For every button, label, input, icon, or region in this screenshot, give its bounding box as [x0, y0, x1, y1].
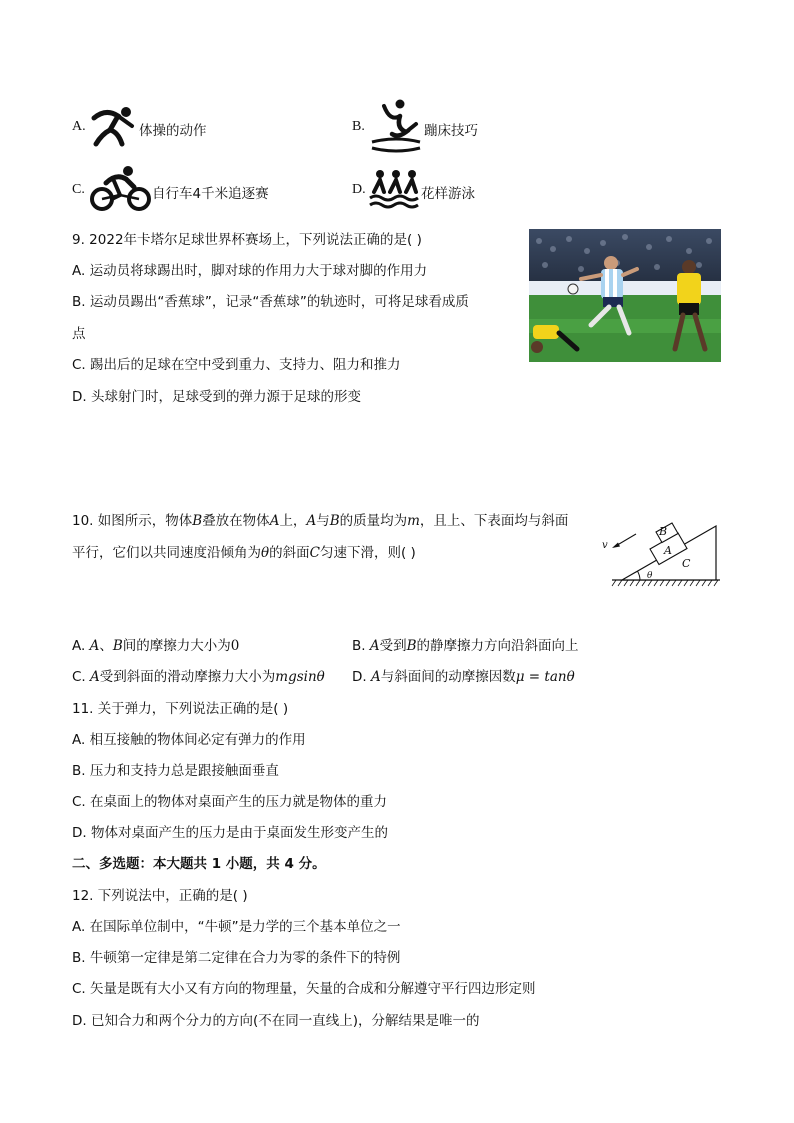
question-stem-line2 — [72, 541, 416, 561]
var-a: A — [90, 669, 100, 685]
stem-text: 上， — [279, 513, 307, 529]
stem-text: 与 — [316, 513, 330, 529]
option-letter: B. — [352, 119, 365, 134]
var-b: B — [329, 513, 340, 529]
option-c — [72, 665, 325, 685]
cycling-icon — [90, 165, 152, 213]
soccer-photo — [529, 229, 721, 362]
stem-text: 叠放在物体 — [202, 513, 270, 529]
opt-text: C. — [72, 669, 91, 685]
var-m: m — [407, 513, 420, 529]
var-theta: θ — [261, 545, 270, 561]
value-zero: 0 — [230, 638, 240, 654]
opt-text: 与斜面间的动摩擦因数 — [380, 669, 516, 685]
option-b-continued: 点 — [72, 326, 86, 342]
stem-text: 平行，它们以共同速度沿倾角为 — [72, 545, 261, 561]
option-c: C. 在桌面上的物体对桌面产生的压力就是物体的重力 — [72, 794, 388, 810]
option-letter: D. — [352, 182, 366, 197]
option-text: 蹦床技巧 — [424, 123, 478, 139]
opt-text: D. — [352, 669, 371, 685]
var-c: C — [309, 545, 320, 561]
option-d: D. 物体对桌面产生的压力是由于桌面发生形变产生的 — [72, 825, 388, 841]
var-a: A — [370, 669, 381, 685]
opt-text: 间的摩擦力大小为 — [122, 638, 231, 654]
question-stem: 12. 下列说法中，正确的是( ) — [72, 888, 248, 904]
option-a: A. 相互接触的物体间必定有弹力的作用 — [72, 732, 306, 748]
option-d: D. 已知合力和两个分力的方向(不在同一直线上)，分解结果是唯一的 — [72, 1013, 480, 1029]
var-a: A — [369, 638, 380, 654]
option-b: B. 运动员踢出“香蕉球”，记录“香蕉球”的轨迹时，可将足球看成质 — [72, 294, 469, 310]
opt-text: 的静摩擦力方向沿斜面向上 — [416, 638, 579, 654]
label-c: C — [682, 557, 691, 570]
opt-text: 受到 — [379, 638, 407, 654]
option-letter: C. — [72, 182, 85, 197]
option-a — [72, 634, 239, 654]
opt-text: B. — [352, 638, 370, 654]
question-stem-line1 — [72, 509, 568, 529]
label-a: A — [664, 544, 672, 557]
label-b: B — [659, 525, 668, 538]
option-text: 自行车4千米追逐赛 — [152, 186, 269, 202]
incline-diagram — [598, 514, 722, 592]
stem-text: 10. 如图所示，物体 — [72, 513, 193, 529]
question-stem: 9. 2022年卡塔尔足球世界杯赛场上，下列说法正确的是( ) — [72, 232, 422, 248]
question-stem: 11. 关于弹力，下列说法正确的是( ) — [72, 701, 289, 717]
option-text: 体操的动作 — [139, 123, 207, 139]
stem-text: 的质量均为 — [339, 513, 408, 529]
option-d — [352, 665, 575, 685]
trampoline-icon — [370, 98, 422, 154]
synchronized-swimming-icon — [370, 168, 422, 210]
var-b: B — [192, 513, 203, 529]
section-title: 二、多选题：本大题共 1 小题，共 4 分。 — [72, 856, 326, 872]
option-c: C. 矢量是既有大小又有方向的物理量，矢量的合成和分解遵守平行四边形定则 — [72, 981, 536, 997]
option-c: C. 踢出后的足球在空中受到重力、支持力、阻力和推力 — [72, 357, 401, 373]
var-a: A — [269, 513, 280, 529]
opt-text: 、 — [99, 638, 113, 654]
label-v: v — [602, 540, 608, 551]
opt-text: 受到斜面的滑动摩擦力大小为 — [99, 669, 276, 685]
var-a: A — [89, 638, 100, 654]
option-d: D. 头球射门时，足球受到的弹力源于足球的形变 — [72, 389, 361, 405]
stem-text: 匀速下滑，则( ) — [319, 545, 416, 561]
label-theta: θ — [647, 571, 653, 581]
var-b: B — [112, 638, 123, 654]
formula: mgsinθ — [275, 669, 325, 685]
option-b — [352, 634, 579, 654]
stem-text: 的斜面 — [269, 545, 310, 561]
gymnastics-icon — [88, 104, 136, 148]
option-text: 花样游泳 — [421, 186, 475, 202]
option-letter: A. — [72, 119, 86, 134]
stem-text: ，且上、下表面均与斜面 — [419, 513, 569, 529]
option-b: B. 牛顿第一定律是第二定律在合力为零的条件下的特例 — [72, 950, 401, 966]
var-a: A — [306, 513, 317, 529]
option-b: B. 压力和支持力总是跟接触面垂直 — [72, 763, 279, 779]
option-a: A. 在国际单位制中，“牛顿”是力学的三个基本单位之一 — [72, 919, 401, 935]
var-b: B — [406, 638, 417, 654]
option-a: A. 运动员将球踢出时，脚对球的作用力大于球对脚的作用力 — [72, 263, 428, 279]
opt-text: A. — [72, 638, 90, 654]
formula: μ = tanθ — [515, 669, 575, 685]
